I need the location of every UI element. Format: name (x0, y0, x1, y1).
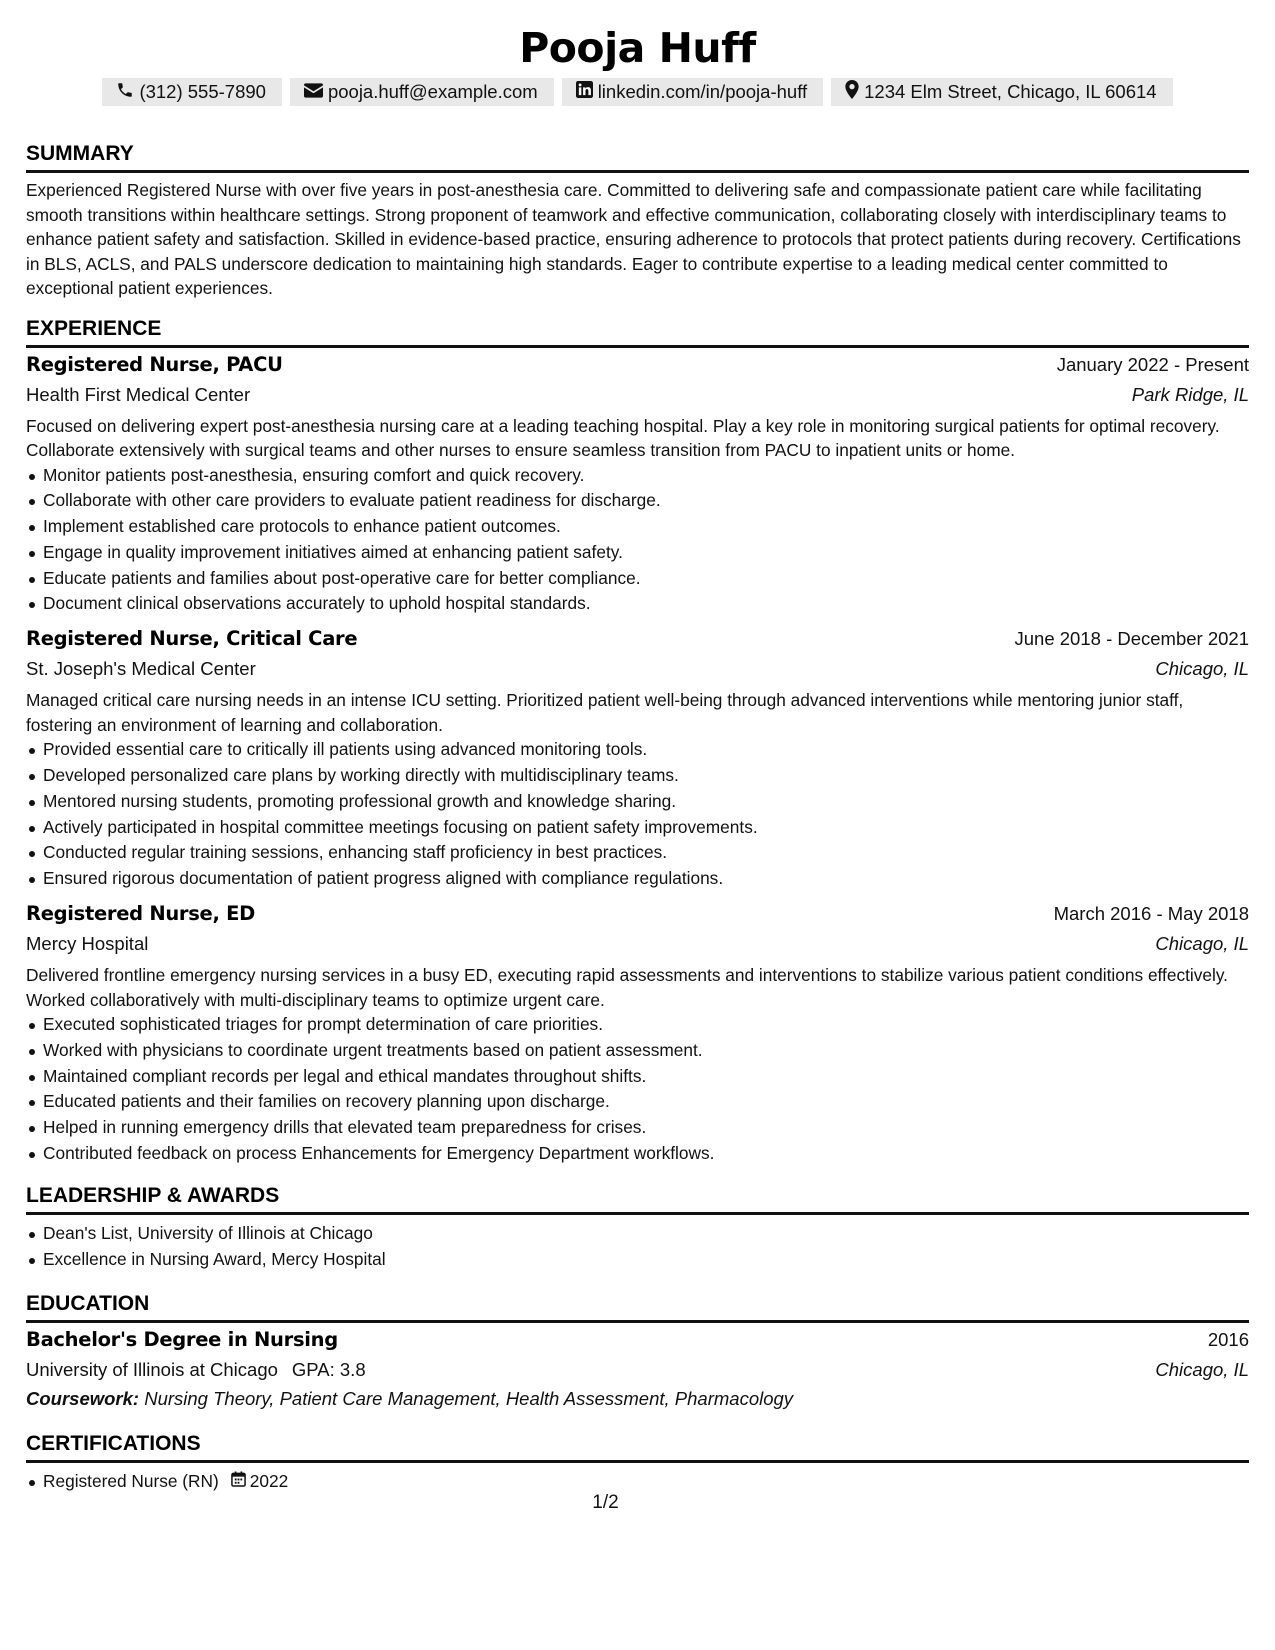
job-organization: Health First Medical Center (26, 383, 251, 405)
list-item: Educate patients and families about post-operative care for better compliance. (26, 566, 1249, 592)
job-entry (26, 350, 1249, 618)
section-title: SUMMARY (26, 142, 134, 165)
email-chip[interactable] (290, 78, 554, 106)
phone-text: (312) 555-7890 (139, 81, 266, 102)
list-item: Ensured rigorous documentation of patient progress aligned with compliance regulations. (26, 866, 1249, 892)
list-item: Implement established care protocols to enhance patient outcomes. (26, 514, 1249, 540)
school-location: Chicago, IL (1155, 1359, 1249, 1381)
linkedin-icon (576, 81, 593, 103)
list-item: Developed personalized care plans by working directly with multidisciplinary teams. (26, 763, 1249, 789)
job-bullets (26, 1012, 1249, 1167)
summary-section (26, 139, 1249, 301)
job-organization: Mercy Hospital (26, 933, 149, 955)
job-location: Park Ridge, IL (1131, 383, 1249, 405)
job-description: Delivered frontline emergency nursing services in a busy ED, executing rapid assessments and interventions to stabilize various patient conditions effectively. Worked collaboratively with multi-disciplinary teams to optimize urgent care. (26, 965, 1228, 1010)
list-item: Engage in quality improvement initiatives aimed at enhancing patient safety. (26, 540, 1249, 566)
section-divider (26, 345, 1249, 348)
certification-year: 2022 (249, 1471, 289, 1492)
job-title: Registered Nurse, Critical Care (26, 627, 358, 651)
coursework-label: Coursework: (26, 1388, 140, 1410)
list-item: Collaborate with other care providers to evaluate patient readiness for discharge. (26, 488, 1249, 514)
job-title: Registered Nurse, PACU (26, 352, 283, 376)
awards-list (26, 1221, 1249, 1273)
coursework (26, 1385, 1249, 1413)
section-title: EDUCATION (26, 1292, 150, 1316)
job-dates: January 2022 - Present (1056, 353, 1249, 375)
list-item: Dean's List, University of Illinois at Chicago (26, 1221, 1249, 1247)
section-divider (26, 170, 1249, 173)
list-item: Provided essential care to critically ill patients using advanced monitoring tools. (26, 737, 1249, 763)
coursework-list: Nursing Theory, Patient Care Management, Health Assessment, Pharmacology (144, 1388, 794, 1410)
education-section (26, 1289, 1249, 1413)
envelope-icon (304, 81, 323, 103)
phone-icon (116, 81, 134, 104)
list-item: Worked with physicians to coordinate urgent treatments based on patient assessment. (26, 1038, 1249, 1064)
job-bullets (26, 737, 1249, 892)
certification-name: Registered Nurse (RN) (43, 1471, 219, 1492)
leadership-section (26, 1181, 1249, 1273)
list-item: Contributed feedback on process Enhancements for Emergency Department workflows. (26, 1141, 1249, 1167)
list-item: Document clinical observations accurately to uphold hospital standards. (26, 591, 1249, 617)
job-organization: St. Joseph's Medical Center (26, 658, 256, 680)
job-description: Focused on delivering expert post-anesthesia nursing care at a leading teaching hospital. Play a key role in monitoring surgical patients for optimal recovery. Collaborate extensively with surgical teams and other nurses to ensure seamless transition from PACU to inpatient units or home. (26, 415, 1220, 460)
section-divider (26, 1320, 1249, 1323)
summary-text: Experienced Registered Nurse with over five years in post-anesthesia care. Committed to delivering safe and compassionate patient care while facilitating smooth transitions within healthcare settings. Strong proponent of teamwork and effective communication, collaborating closely with interdisciplinary teams to enhance patient safety and satisfaction. Skilled in evidence-based practice, ensuring adherence to protocols that protect patients during recovery. Certifications in BLS, ACLS, and PALS underscore dedication to maintaining high standards. Eager to contribute expertise to a leading medical center committed to exceptional patient experiences. (26, 180, 1241, 298)
section-title: CERTIFICATIONS (26, 1432, 201, 1456)
gpa: GPA: 3.8 (291, 1359, 366, 1381)
list-item: Monitor patients post-anesthesia, ensuring comfort and quick recovery. (26, 463, 1249, 489)
contact-bar (26, 78, 1249, 106)
section-divider (26, 1212, 1249, 1215)
list-item: Actively participated in hospital committee meetings focusing on patient safety improvements. (26, 815, 1249, 841)
resume-page (26, 20, 1249, 1495)
phone-chip (102, 78, 282, 106)
list-item: Maintained compliant records per legal and ethical mandates throughout shifts. (26, 1064, 1249, 1090)
linkedin-text: linkedin.com/in/pooja-huff (597, 81, 808, 102)
job-location: Chicago, IL (1155, 933, 1249, 955)
list-item: Executed sophisticated triages for prompt determination of care priorities. (26, 1012, 1249, 1038)
experience-section (26, 314, 1249, 1167)
job-location: Chicago, IL (1155, 658, 1249, 680)
section-divider (26, 1460, 1249, 1463)
list-item: Excellence in Nursing Award, Mercy Hospital (26, 1247, 1249, 1273)
candidate-name: Pooja Huff (519, 24, 756, 72)
address-text: 1234 Elm Street, Chicago, IL 60614 (864, 81, 1157, 102)
section-title: EXPERIENCE (26, 316, 162, 340)
list-item: Conducted regular training sessions, enhancing staff proficiency in best practices. (26, 840, 1249, 866)
job-dates: June 2018 - December 2021 (1014, 628, 1249, 650)
job-bullets (26, 463, 1249, 618)
list-item: Educated patients and their families on recovery planning upon discharge. (26, 1089, 1249, 1115)
address-chip (831, 78, 1172, 106)
school-name: University of Illinois at Chicago (26, 1359, 278, 1381)
job-entry (26, 899, 1249, 1167)
list-item: Mentored nursing students, promoting professional growth and knowledge sharing. (26, 789, 1249, 815)
graduation-year: 2016 (1207, 1329, 1249, 1351)
list-item: Helped in running emergency drills that elevated team preparedness for crises. (26, 1115, 1249, 1141)
page-number: 1/2 (592, 1492, 619, 1513)
degree-title: Bachelor's Degree in Nursing (26, 1328, 338, 1352)
map-pin-icon (845, 80, 859, 104)
section-title: LEADERSHIP & AWARDS (26, 1183, 280, 1207)
job-description: Managed critical care nursing needs in an intense ICU setting. Prioritized patient well-being through advanced interventions while mentoring junior staff, fostering an environment of learning and collaboration. (26, 690, 1184, 735)
email-text: pooja.huff@example.com (327, 81, 538, 102)
linkedin-chip[interactable] (562, 78, 823, 106)
job-dates: March 2016 - May 2018 (1053, 903, 1249, 925)
job-title: Registered Nurse, ED (26, 902, 255, 926)
certifications-section (26, 1429, 1249, 1495)
job-entry (26, 624, 1249, 892)
